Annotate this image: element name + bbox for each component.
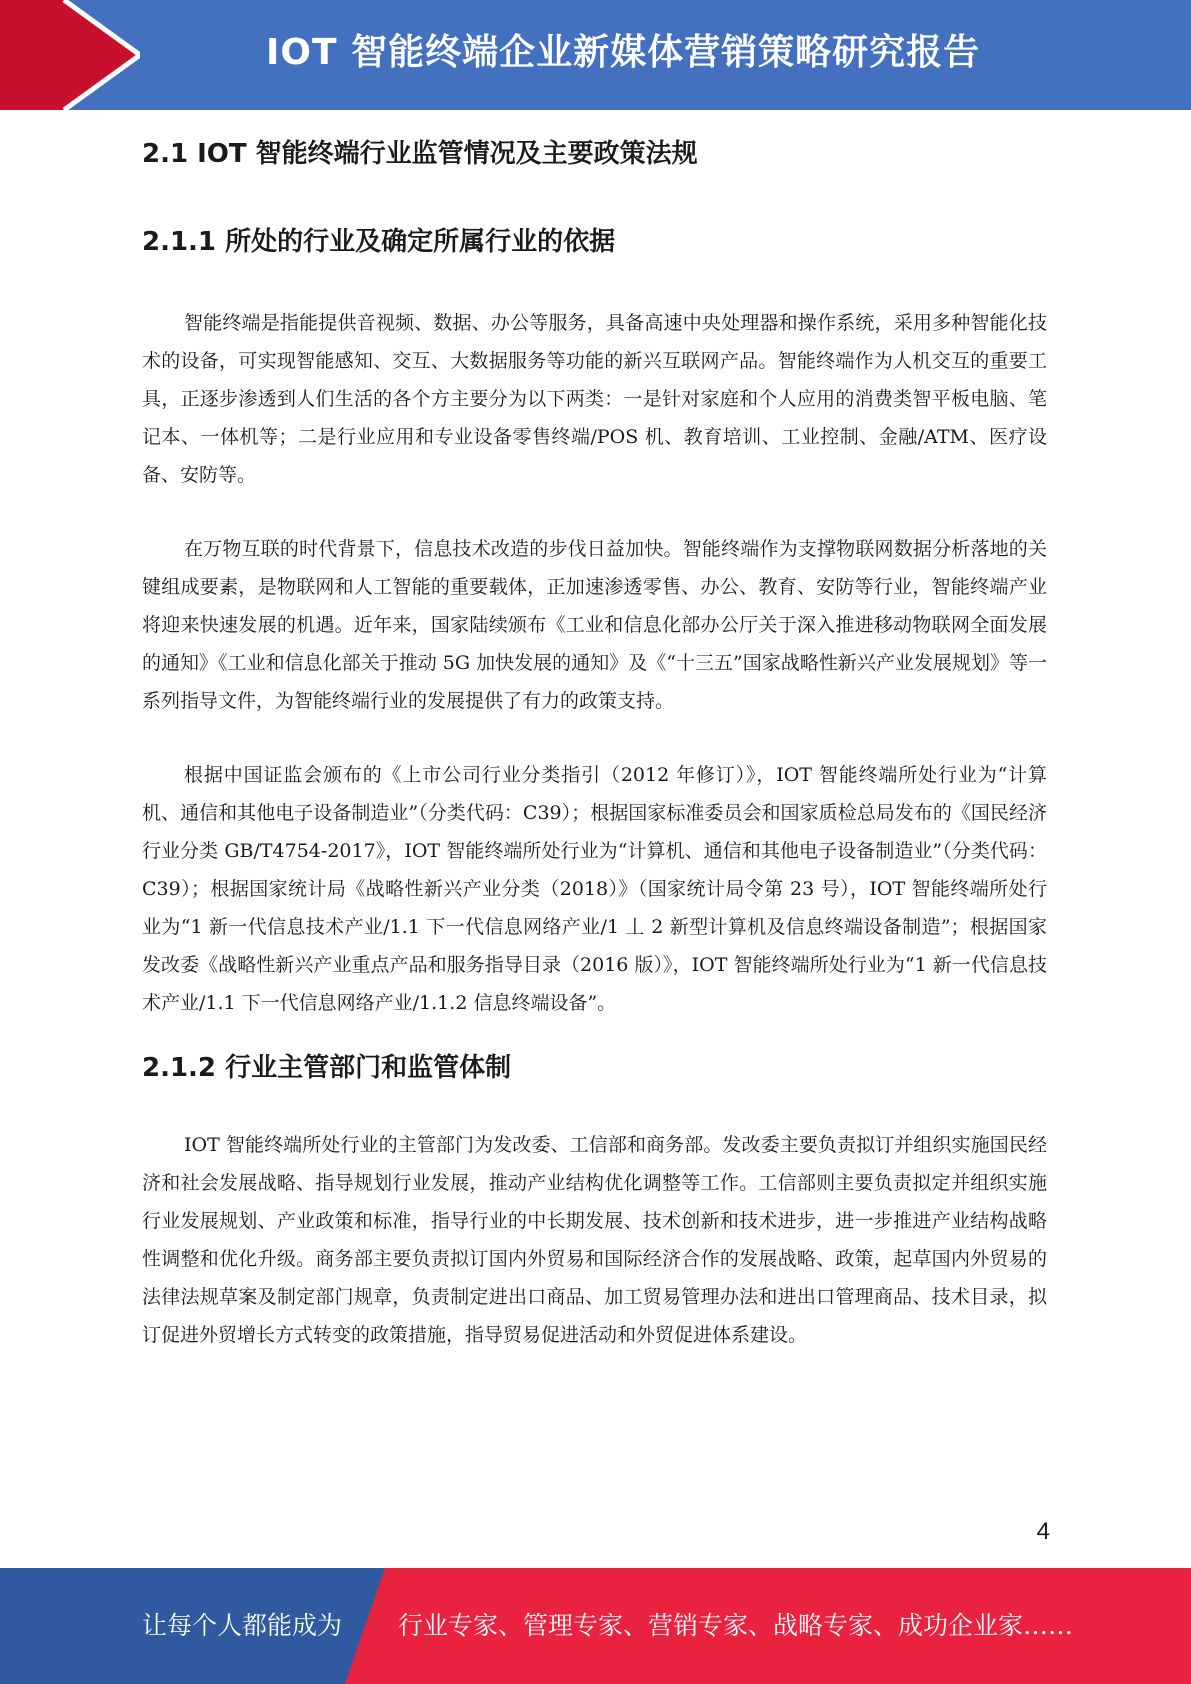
section-heading: 2.1 IOT 智能终端行业监管情况及主要政策法规: [142, 139, 698, 169]
report-title: IOT 智能终端企业新媒体营销策略研究报告: [266, 32, 981, 73]
page-footer: [0, 1568, 1191, 1684]
paragraph: 在万物互联的时代背景下，信息技术改造的步伐日益加快。智能终端作为支撑物联网数据分析落地的关键组成要素，是物联网和人工智能的重要载体，正加速渗透零售、办公、教育、安防等行业，智能终端产业将迎来快速发展的机遇。近年来，国家陆续颁布《工业和信息化部办公厅关于深入推进移动物联网全面发展的通知》《工业和信息化部关于推动 5G 加快发展的通知》及《“十三五”国家战略性新兴产业发展规划》等一系列指导文件，为智能终端行业的发展提供了有力的政策支持。: [142, 538, 1047, 712]
page-header: [0, 0, 1191, 110]
paragraph: IOT 智能终端所处行业的主管部门为发改委、工信部和商务部。发改委主要负责拟订并组织实施国民经济和社会发展战略、指导规划行业发展，推动产业结构优化调整等工作。工信部则主要负责拟定并组织实施行业发展规划、产业政策和标准，指导行业的中长期发展、技术创新和技术进步，进一步推进产业结构战略性调整和优化升级。商务部主要负责拟订国内外贸易和国际经济合作的发展战略、政策，起草国内外贸易的法律法规草案及制定部门规章，负责制定进出口商品、加工贸易管理办法和进出口管理商品、技术目录，拟订促进外贸增长方式转变的政策措施，指导贸易促进活动和外贸促进体系建设。: [142, 1134, 1047, 1346]
paragraph: 根据中国证监会颁布的《上市公司行业分类指引（2012 年修订）》，IOT 智能终端所处行业为“计算机、通信和其他电子设备制造业”（分类代码：C39）；根据国家标准委员会和国家质检总局发布的《国民经济行业分类 GB/T4754-2017》，IOT 智能终端所处行业为“计算机、通信和其他电子设备制造业”（分类代码：C39）；根据国家统计局《战略性新兴产业分类（2018）》（国家统计局令第 23 号），IOT 智能终端所处行业为“1 新一代信息技术产业/1.1 下一代信息网络产业/1 丄 2 新型计算机及信息终端设备制造”；根据国家发改委《战略性新兴产业重点产品和服务指导目录（2016 版）》，IOT 智能终端所处行业为“1 新一代信息技术产业/1.1 下一代信息网络产业/1.1.2 信息终端设备”。: [142, 764, 1047, 1014]
paragraph: 智能终端是指能提供音视频、数据、办公等服务，具备高速中央处理器和操作系统，采用多种智能化技术的设备，可实现智能感知、交互、大数据服务等功能的新兴互联网产品。智能终端作为人机交互的重要工具，正逐步渗透到人们生活的各个方主要分为以下两类：一是针对家庭和个人应用的消费类智平板电脑、笔记本、一体机等；二是行业应用和专业设备零售终端/POS 机、教育培训、工业控制、金融/ATM、医疗设备、安防等。: [142, 312, 1047, 486]
subsection-heading-2-1-1: 2.1.1 所处的行业及确定所属行业的依据: [142, 227, 616, 257]
subsection-heading-2-1-2: 2.1.2 行业主管部门和监管体制: [142, 1053, 512, 1083]
page-number: 4: [1036, 1518, 1050, 1545]
header-arrow-decoration: [0, 0, 140, 110]
document-body: [142, 120, 1047, 1354]
footer-slogan-left: 让每个人都能成为: [142, 1611, 343, 1640]
footer-slogan-right: 行业专家、管理专家、营销专家、战略专家、成功企业家……: [398, 1611, 1074, 1640]
